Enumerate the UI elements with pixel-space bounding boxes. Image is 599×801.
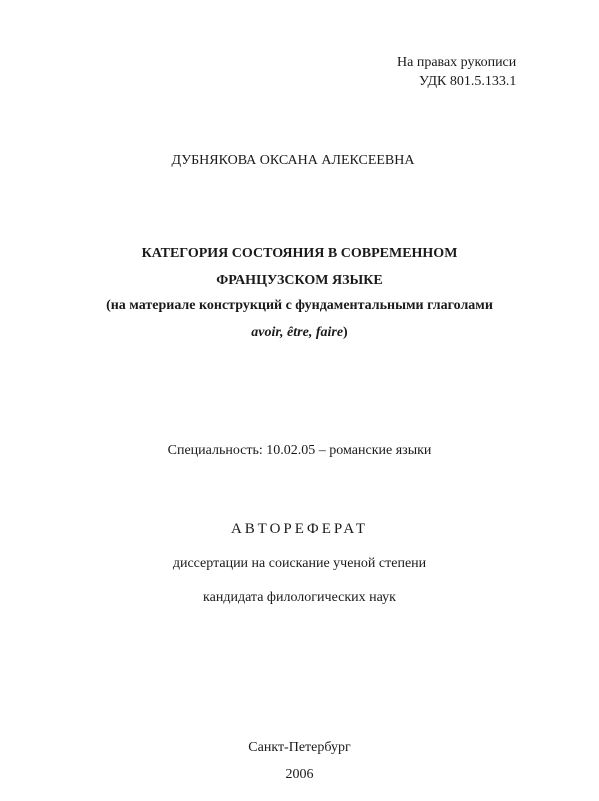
- title-subtitle: (на материале конструкций с фундаментальными глаголами: [106, 298, 493, 313]
- title-verbs: avoir, être, faire: [251, 325, 344, 340]
- title-line-2: ФРАНЦУЗСКОМ ЯЗЫКЕ: [216, 273, 383, 288]
- author-name: ДУБНЯКОВА ОКСАНА АЛЕКСЕЕВНА: [171, 153, 415, 168]
- year: 2006: [285, 767, 314, 782]
- city: Санкт-Петербург: [248, 740, 351, 755]
- rights-notice: На правах рукописи: [397, 55, 517, 70]
- udc-code: УДК 801.5.133.1: [419, 74, 517, 89]
- purpose-line-1: диссертации на соискание ученой степени: [172, 556, 427, 571]
- title-line-1: КАТЕГОРИЯ СОСТОЯНИЯ В СОВРЕМЕННОМ: [141, 246, 458, 261]
- title-verbs-close: ): [343, 325, 348, 340]
- document-type: АВТОРЕФЕРАТ: [230, 521, 369, 537]
- title-verbs-line: [0, 325, 599, 341]
- specialty: Специальность: 10.02.05 – романские языки: [167, 443, 432, 458]
- purpose-line-2: кандидата филологических наук: [203, 590, 396, 605]
